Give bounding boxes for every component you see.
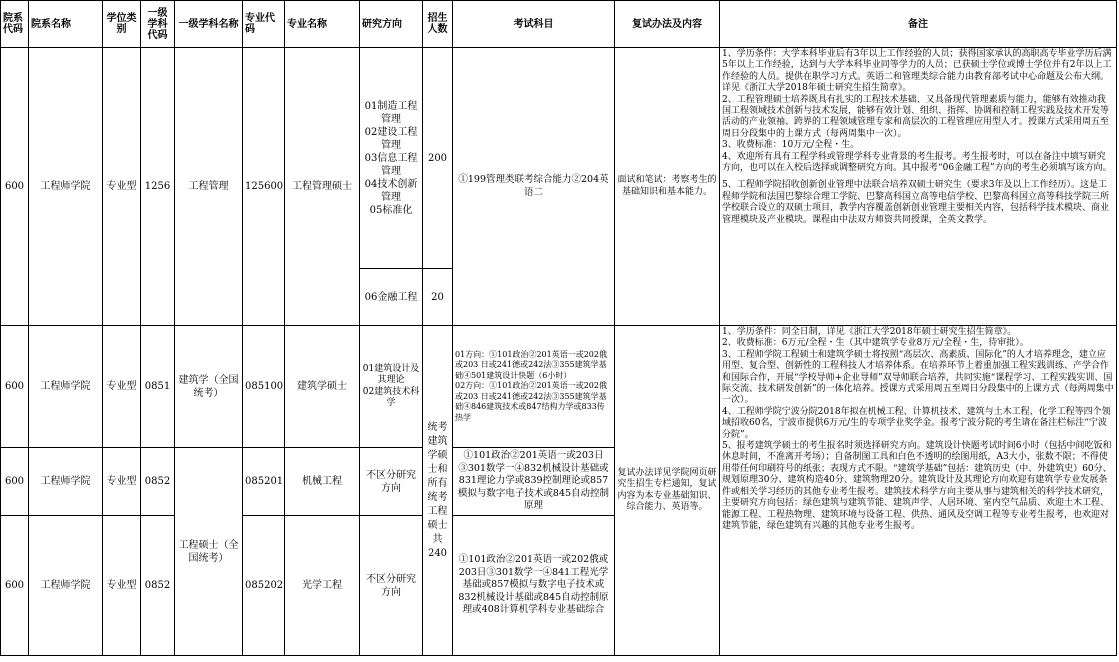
header-xwlb: 学位类别 xyxy=(103,1,141,48)
cell-zydm: 085100 xyxy=(243,326,285,448)
header-fsbf: 复试办法及内容 xyxy=(615,1,720,48)
exam-line: 02方向：①101政治②201英语一或202俄或203 日或241德或242法③355建筑学基础④846建筑技术或847结构力学或833传热学 xyxy=(455,381,607,422)
cell-yjfx xyxy=(360,326,423,448)
cell-yjxkdm: 0852 xyxy=(141,516,175,656)
cell-kskm: ①101政治②201英语一或202俄或203日③301数学一④841工程光学基础或857模拟与数字电子技术或832机械设计基础或845自动控制原理或408计算机学科专业基础综合 xyxy=(453,516,615,656)
cell-fsbf-shared: 复试办法详见学院网页研究生招生专栏通知，复试内容为本专业基础知识、综合能力、英语等。 xyxy=(615,326,720,656)
direction-line: 02建设工程管理 xyxy=(364,126,418,151)
cell-yjxkdm: 1256 xyxy=(141,48,175,326)
cell-yjfx xyxy=(360,48,423,269)
cell-kskm: ①199管理类联考综合能力②204英语二 xyxy=(453,48,615,326)
header-zymc: 专业名称 xyxy=(285,1,360,48)
cell-yjxkmc: 建筑学（全国统考） xyxy=(175,326,243,448)
cell-zymc: 工程管理硕士 xyxy=(285,48,360,326)
cell-zymc: 光学工程 xyxy=(285,516,360,656)
cell-zsrs-joint: 统考建筑学硕士和所有统考工程硕士共240 xyxy=(423,326,453,656)
header-row xyxy=(1,1,1117,48)
cell-zsrs: 200 xyxy=(423,48,453,269)
cell-yxdm: 600 xyxy=(1,48,29,326)
direction-line: 01建筑设计及其理论 xyxy=(362,363,420,385)
header-yjxkdm: 一级学科代码 xyxy=(141,1,175,48)
header-zsrs: 招生人数 xyxy=(423,1,453,48)
cell-yxdm: 600 xyxy=(1,326,29,448)
cell-zydm: 085201 xyxy=(243,448,285,516)
note-item: 1、学历条件：同全日制，详见《浙江大学2018年硕士研究生招生简章》。 xyxy=(722,327,1017,337)
cell-fsbf: 面试和笔试：考察考生的基础知识和基本能力。 xyxy=(615,48,720,326)
cell-zymc: 建筑学硕士 xyxy=(285,326,360,448)
direction-line: 01制造工程管理 xyxy=(364,100,418,125)
note-item: 3、工程师学院工程硕士和建筑学硕士将按照“高层次、高素质、国际化”的人才培养理念，建立应用型、复合型、创新性的工程科技人才培养体系。在培养环节上着重加强工程实践训练、产学合作和国际合作，开展“学校导师+企业导师”双导师联合培养，共同实施“课程学习、工程实践实训、国际交流、技术研发创新”的一体化培养。授课方式采用周五至周日分段集中的上课方式（每两周集中一次）。 xyxy=(722,349,1114,406)
cell-xwlb: 专业型 xyxy=(103,48,141,326)
header-bz: 备注 xyxy=(720,1,1117,48)
note-item: 4、工程师学院宁波分院2018年拟在机械工程、计算机技术、建筑与土木工程、化学工程等四个领域招收60名，宁波市提供6万元/生的专项学业奖学金。报考宁波分院的考生请在备注栏标注“宁波分院”。 xyxy=(722,406,1111,440)
cell-yxdm: 600 xyxy=(1,448,29,516)
cell-yjxkmc: 工程管理 xyxy=(175,48,243,326)
cell-xwlb: 专业型 xyxy=(103,516,141,656)
direction-line: 04技术创新管理 xyxy=(364,178,418,203)
cell-zsrs: 20 xyxy=(423,269,453,326)
header-kskm: 考试科目 xyxy=(453,1,615,48)
cell-yxmc: 工程师学院 xyxy=(29,48,103,326)
header-yxdm: 院系代码 xyxy=(1,1,29,48)
cell-kskm: ①101政治②201英语一或203日③301数学一④832机械设计基础或831理论力学或839控制理论或857模拟与数字电子技术或845自动控制原理 xyxy=(453,448,615,516)
cell-yjfx: 06金融工程 xyxy=(360,269,423,326)
cell-yxmc: 工程师学院 xyxy=(29,326,103,448)
header-zydm: 专业代码 xyxy=(243,1,285,48)
note-item: 3、收费标准：10万元/全程・生。 xyxy=(722,140,860,151)
cell-yjxkdm: 0852 xyxy=(141,448,175,516)
cell-yjxkdm: 0851 xyxy=(141,326,175,448)
note-item: 2、工程管理硕士培养既具有扎实的工程技术基础、又具备现代管理素质与能力，能够有效推动我国工程领域技术创新与技术发展，能够有效计划、组织、指挥、协调和控制工程实践及技术开发等活动的产业领袖、跨界的工程领域管理专家和高层次的工程管理应用型人才。授课方式采用周五至周日分段集中的上课方式（每两周集中一次）。 xyxy=(722,94,1110,139)
cell-bz xyxy=(720,48,1117,326)
cell-bz-shared xyxy=(720,326,1117,656)
table-row xyxy=(1,326,1117,448)
note-item: 1、学历条件：大学本科毕业后有3年以上工作经验的人员；获得国家承认的高职高专毕业学历后满5年以上工作经验，达到与大学本科毕业同等学力的人员；已获硕士学位或博士学位并有2年以上工作经验的人员。提供在职学习方式。英语二和管理类综合能力由教育部考试中心命题及公布大纲。详见《浙江大学2018年硕士研究生招生简章》。 xyxy=(722,49,1112,94)
cell-yjfx: 不区分研究方向 xyxy=(360,448,423,516)
cell-xwlb: 专业型 xyxy=(103,448,141,516)
note-item: 5、工程师学院招收创新创业管理中法联合培养双硕士研究生（要求3年及以上工作经历）。这是工程师学院和法国巴黎综合理工学院、巴黎高科国立高等电信学校、巴黎高科国立高等科技学院三所学校联合设立的双硕士项目，教学内容覆盖创新创业管理主要相关内容，包括科学技术模块、商业管理模块及产业模块。课程由中法双方师资共同授课，全英文教学。 xyxy=(722,180,1110,225)
direction-line: 02建筑技术科学 xyxy=(362,386,420,408)
note-item: 5、报考建筑学硕士的考生报名时须选择研究方向。建筑设计快题考试时间6小时（包括中间吃饭和休息时间，不准离开考场）；自备制图工具和白色不透明的绘图用纸，A3大小，张数不限；不得使用带任何印刷符号的纸张；表现方式不限。“建筑学基础”包括：建筑历史（中、外建筑史）60分、规划原理30分、建筑构造40分、建筑物理20分。建筑设计及其理论方向欢迎有建筑学专业发展条件或相关学习经历的其他专业考生报考。建筑技术科学方向主要从事与建筑相关的科学技术研究，主要研究方向包括：绿色建筑与建筑节能、建筑声学、人居环境、室内空气品质、欢迎土木工程、能源工程、工程热物理、建筑环境与设备工程、供热、通风及空调工程等专业考生报考，也欢迎对建筑节能，绿色建筑有兴趣的其他专业考生报考。 xyxy=(722,441,1112,531)
cell-xwlb: 专业型 xyxy=(103,326,141,448)
cell-zymc: 机械工程 xyxy=(285,448,360,516)
cell-zydm: 085202 xyxy=(243,516,285,656)
cell-kskm xyxy=(453,326,615,448)
cell-zydm: 125600 xyxy=(243,48,285,326)
table-row xyxy=(1,48,1117,269)
note-item: 2、收费标准：6万元/全程・生（其中建筑学专业8万元/全程・生，待审批）。 xyxy=(722,338,1029,349)
cell-yxdm: 600 xyxy=(1,516,29,656)
cell-yxmc: 工程师学院 xyxy=(29,448,103,516)
cell-yjfx: 不区分研究方向 xyxy=(360,516,423,656)
header-yjfx: 研究方向 xyxy=(360,1,423,48)
header-yjxkmc: 一级学科名称 xyxy=(175,1,243,48)
direction-line: 05标准化 xyxy=(369,204,413,216)
direction-line: 03信息工程管理 xyxy=(364,152,418,177)
cell-yxmc: 工程师学院 xyxy=(29,516,103,656)
exam-line: 01方向：①101政治②201英语一或202俄或203 日或241德或242法③355建筑学基础④501建筑设计快题（6小时） xyxy=(455,349,607,380)
header-yxmc: 院系名称 xyxy=(29,1,103,48)
note-item: 4、欢迎所有具有工程学科或管理学科专业背景的考生报考。考生报考时，可以在备注中填写研究方向，也可以在入校后选择或调整研究方向。其中报考“06金融工程”方向的考生必须填写该方向。 xyxy=(722,151,1112,174)
cell-yjxkmc: 工程硕士（全国统考） xyxy=(175,448,243,656)
